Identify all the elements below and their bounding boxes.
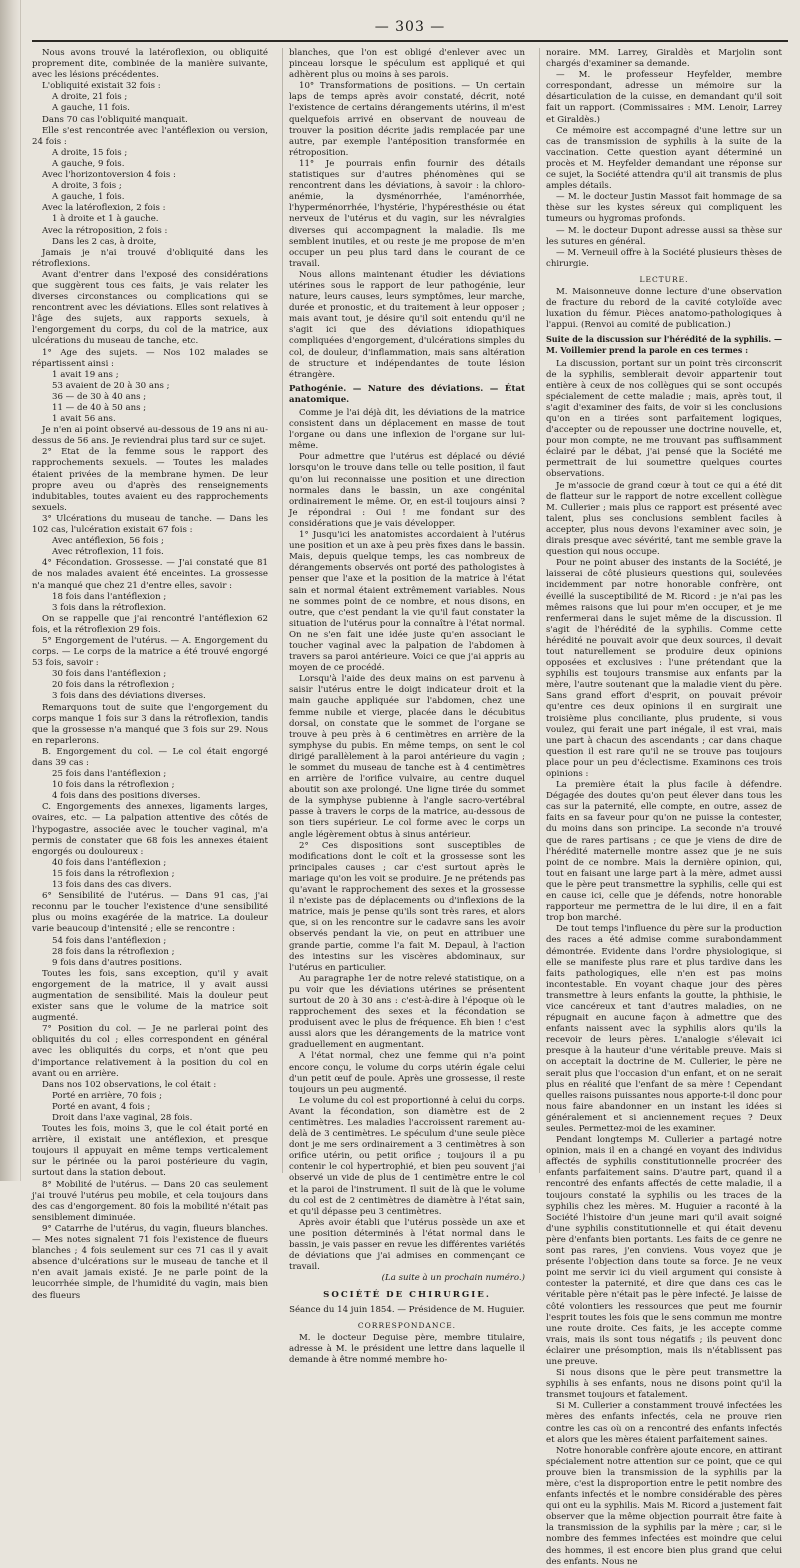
paragraph: 2° Ces dispositions sont susceptibles de modifications dont le coït et la grossesse sont les principales causes ; car c'est surtout après le mariage qu'on les voit se produire. Je ne prétends pas qu'avant le rapprochement des sexes et la grossesse il n'existe pas de déplacements ou d'inflexions de la matrice, mais je pense qu'ils sont très rares, et alors que, si on les rencontre sur le cadavre sans les avoir observés pendant la vie, on peut en attribuer une grande partie, comme l'a fait M. Depaul, à l'action des intestins sur les viscères abdominaux, sur l'utérus en particulier. <box>289 840 525 973</box>
paragraph: 11° Je pourrais enfin fournir des détails statistiques sur d'autres phénomènes qui se rencontrent dans les déviations, à savoir : la chloro-anémie, la dysménorrhée, l'aménorrhée, l'hyperménorrhée, l'hystérie, l'hypéresthésie ou état nerveux de l'utérus et du vagin, sur les névralgies diverses qui accompagnent la maladie. Ils me semblent inutiles, et ou reste je me propose de m'en occuper un peu plus tard dans le courant de ce travail. <box>289 158 525 269</box>
section-title-pathogenie: Pathogénie. — Nature des déviations. — État anatomique. <box>289 383 525 405</box>
subheading-lecture: LECTURE. <box>639 274 689 284</box>
column-1 <box>32 48 274 1301</box>
list-item: Avec rétroflexion, 11 fois. <box>52 547 164 558</box>
paragraph: M. Maisonneuve donne lecture d'une observation de fracture du rebord de la cavité cotyloïde avec luxation du fémur. Pièces anatomo-pathologiques à l'appui. (Renvoi au comité de publication.) <box>546 286 782 331</box>
paragraph: Nous allons maintenant étudier les déviations utérines sous le rapport de leur pathogénie, leur nature, leurs causes, leurs symptômes, leur marche, durée et pronostic, et du traitement à leur opposer ; mais avant tout, je désire qu'il soit entendu qu'il ne s'agit ici que des déviations idiopathiques compliquées d'engorgement, d'ulcérations simples du col, de douleur, d'inflammation, mais sans altération de structure et indépendantes de toute lésion étrangère. <box>289 269 525 380</box>
section-title-discussion: Suite de la discussion sur l'hérédité de la syphilis. — M. Voillemier prend la parole en ces termes : <box>546 334 782 356</box>
paragraph: — M. le docteur Dupont adresse aussi sa thèse sur les sutures en général. <box>546 225 782 247</box>
paragraph: C. Engorgements des annexes, ligaments larges, ovaires, etc. — La palpation attentive des côtés de l'hypogastre, associée avec le toucher vaginal, m'a permis de constater que 68 fois les annexes étaient engorgés ou douloureux : <box>32 802 268 857</box>
list-item: 13 fois dans des cas divers. <box>52 880 172 891</box>
paragraph: B. Engorgement du col. — Le col était engorgé dans 39 cas : <box>32 746 268 768</box>
paragraph: Je m'associe de grand cœur à tout ce qui a été dit de flatteur sur le rapport de notre excellent collègue M. Cullerier ; mais plus ce rapport est présenté avec talent, plus ses conclusions semblent faciles à accepter, plus nous devons l'examiner avec soin, je dirais presque avec sévérité, tant me semble grave la question qui nous occupe. <box>546 480 782 558</box>
list-item: 3 fois dans des déviations diverses. <box>52 691 206 702</box>
paragraph: Nous avons trouvé la latéroflexion, ou obliquité proprement dite, combinée de la manière suivante, avec les lésions précédentes. <box>32 48 268 81</box>
paragraph: — M. le docteur Justin Massot fait hommage de sa thèse sur les kystes séreux qui compliquent les tumeurs ou hygromas profonds. <box>546 192 782 225</box>
list-item: Droit dans l'axe vaginal, 28 fois. <box>52 1113 193 1123</box>
paragraph: Pour ne point abuser des instants de la Société, je laisserai de côté plusieurs questions qui, soulevées incidemment par notre honorable confrère, ont éveillé la susceptibilité de M. Ricord : je n'ai pas les mêmes raisons que lui pour m'en occuper, et je me renfermerai dans le sujet même de la discussion. Il s'agit de l'hérédité de la syphilis. Comme cette hérédité ne pouvait avoir que deux sources, il devait tout naturellement se produire deux opinions opposées et exclusives : l'une prétendant que la syphilis est toujours transmise aux enfants par la mère, l'autre soutenant que la maladie vient du père. Sans grand effort d'esprit, on pouvait prévoir qu'entre ces deux opinions il en surgirait une troisième plus conciliante, plus prudente, si vous voulez, qui ferait une part inégale, il est vrai, mais une part à chacun des ascendants ; car dans chaque question il est rare qu'il ne se trouve pas toujours place pour un peu d'éclectisme. Examinons ces trois opinions : <box>546 558 782 779</box>
binding-edge <box>0 0 21 1181</box>
list-item: 10 fois dans la rétroflexion ; <box>52 780 175 791</box>
list-item: 40 fois dans l'antéflexion ; <box>52 857 167 868</box>
paragraph: Je n'en ai point observé au-dessous de 19 ans ni au-dessus de 56 ans. Je reviendrai plus tard sur ce sujet. <box>32 425 268 447</box>
paragraph: La première était la plus facile à défendre. Dégagée des doutes qu'on peut élever dans tous les cas sur la paternité, elle compte, en outre, assez de faits en sa faveur pour qu'on ne puisse la contester, du moins dans son principe. La seconde n'a trouvé que de rares partisans ; ce que je viens de dire de l'hérédité maternelle montre assez que je ne suis point de ce nombre. Mais la dernière opinion, qui, tout en faisant une large part à la mère, admet aussi que le père peut transmettre la syphilis, celle qui est en cause ici, celle que je défends, notre honorable rapporteur me permettra de le lui dire, il en a fait trop bon marché. <box>546 780 782 924</box>
list-item: 11 — de 40 à 50 ans ; <box>52 403 147 413</box>
paragraph: Toutes les fois, sans exception, qu'il y avait engorgement de la matrice, il y avait aussi augmentation de sensibilité. Mais la douleur peut exister sans que le volume de la matrice soit augmenté. <box>32 968 268 1024</box>
paragraph: Si M. Cullerier a constamment trouvé infectées les mères des enfants infectés, cela ne prouve rien contre les cas où on a rencontré des enfants infectés et alors que les mères étaient parfaitement saines. <box>546 1401 782 1445</box>
paragraph: 10° Transformations de positions. — Un certain laps de temps après avoir constaté, décrit, noté l'existence de certains dérangements utérins, il m'est quelquefois arrivé en observant de nouveau de trouver la position décrite jadis remplacée par une autre, par exemple l'antéposition transformée en rétroposition. <box>289 81 525 158</box>
paragraph: Toutes les fois, moins 3, que le col était porté en arrière, il existait une antéflexion, et presque toujours il appuyait en même temps verticalement sur le périnée ou la paroi postérieure du vagin, surtout dans la station debout. <box>32 1124 268 1179</box>
paragraph: On se rappelle que j'ai rencontré l'antéflexion 62 fois, et la rétroflexion 29 fois. <box>32 613 268 635</box>
list-item: 18 fois dans l'antéflexion ; <box>52 591 167 602</box>
paragraph: Lorsqu'à l'aide des deux mains on est parvenu à saisir l'utérus entre le doigt indicateur droit et la main gauche appliquée sur l'abdomen, chez une femme nubile et vierge, placée dans le décubitus dorsal, on constate que le sommet de l'organe se trouve à peu près à 6 centimètres en arrière de la symphyse du pubis. En même temps, on sent le col dirigé parallèlement à la paroi antérieure du vagin ; le sommet du museau de tanche est à 4 centimètres en arrière de l'orifice vulvaire, au centre duquel aboutit son axe prolongé. Une ligne tirée du sommet de la symphyse pubienne à l'angle sacro-vertébral passe à travers le corps de la matrice, au-dessous de son tiers supérieur. Le col forme avec le corps un angle légèrement obtus à sinus antérieur. <box>289 674 525 840</box>
list-item: 53 avaient de 20 à 30 ans ; <box>52 380 170 391</box>
paragraph: Si nous disons que le père peut transmettre la syphilis à ses enfants, nous ne disons point qu'il la transmet toujours et fatalement. <box>546 1368 782 1401</box>
list-item: Porté en arrière, 70 fois ; <box>52 1090 162 1101</box>
list-item: 25 fois dans l'antéflexion ; <box>52 769 167 780</box>
paragraph: Jamais je n'ai trouvé d'obliquité dans les rétroflexions. <box>32 247 268 269</box>
paragraph: 1° Age des sujets. — Nos 102 malades se répartissent ainsi : <box>32 347 268 369</box>
paragraph: Comme je l'ai déjà dit, les déviations de la matrice consistent dans un déplacement en masse de tout l'organe ou dans une inflexion de l'organe sur lui-même. <box>289 408 525 452</box>
paragraph: Avec la rétroposition, 2 fois : <box>42 225 168 236</box>
paragraph: Au paragraphe 1er de notre relevé statistique, on a pu voir que les déviations utérines se présentent surtout de 20 à 30 ans : c'est-à-dire à l'époque où le rapprochement des sexes et la fécondation se produisent avec le plus de fréquence. Eh bien ! c'est aussi alors que les dérangements de la matrice vont graduellement en augmentant. <box>289 973 525 1051</box>
list-item: Avec antéflexion, 56 fois ; <box>52 536 164 547</box>
column-3 <box>539 48 788 1567</box>
column-2 <box>282 48 531 1365</box>
paragraph: Pour admettre que l'utérus est déplacé ou dévié lorsqu'on le trouve dans telle ou telle position, il faut qu'on lui reconnaisse une position et une direction normales dans le bassin, un axe congénital ordinairement le même. Or, en est-il toujours ainsi ? Je répondrai : Oui ! me fondant sur des considérations que je vais développer. <box>289 452 525 529</box>
paragraph: Dans nos 102 observations, le col était : <box>42 1079 217 1090</box>
paragraph: 6° Sensibilité de l'utérus. — Dans 91 cas, j'ai reconnu par le toucher l'existence d'une sensibilité plus ou moins exagérée de la matrice. La douleur varie beaucoup d'intensité ; elle se rencontre : <box>32 891 268 935</box>
list-item: 1 avait 19 ans ; <box>52 369 119 380</box>
paragraph: Avant d'entrer dans l'exposé des considérations que suggèrent tous ces faits, je vais relater les diverses circonstances ou complications qui se rencontrent avec les déviations. Elles sont relatives à l'âge des sujets, aux rapports sexuels, à l'engorgement du corps, du col de la matrice, aux ulcérations du museau de tanche, etc. <box>32 269 268 347</box>
page-number: — 303 — <box>374 19 446 35</box>
paragraph: L'obliquité existait 32 fois : <box>42 81 161 92</box>
paragraph: 7° Position du col. — Je ne parlerai point des obliquités du col ; elles correspondent en général avec les obliquités du corps, et n'ont que peu d'importance relativement à la position du col en avant ou en arrière. <box>32 1024 268 1079</box>
paragraph: 9° Catarrhe de l'utérus, du vagin, flueurs blanches. — Mes notes signalent 71 fois l'existence de flueurs blanches ; 4 fois seulement sur ces 71 cas il y avait absence d'ulcérations sur le museau de tanche et il n'en avait jamais existé. Je ne parle point de la leucorrhée simple, de l'humidité du vagin, mais bien des flueurs <box>32 1223 268 1301</box>
list-item: A gauche, 1 fois. <box>52 192 125 203</box>
list-item: A droite, 3 fois ; <box>52 181 122 192</box>
list-item: 20 fois dans la rétroflexion ; <box>52 680 175 691</box>
subheading-correspondance: CORRESPONDANCE. <box>357 1320 457 1330</box>
paragraph: 5° Engorgement de l'utérus. — A. Engorgement du corps. — Le corps de la matrice a été trouvé engorgé 53 fois, savoir : <box>32 635 268 669</box>
list-item: 30 fois dans l'antéflexion ; <box>52 669 167 680</box>
paragraph: 3° Ulcérations du museau de tanche. — Dans les 102 cas, l'ulcération existait 67 fois : <box>32 513 268 536</box>
list-item: 54 fois dans l'antéflexion ; <box>52 935 167 946</box>
text-columns <box>32 48 788 1567</box>
paragraph: Avec l'horizontoversion 4 fois : <box>42 170 176 181</box>
section-title-societe: SOCIÉTÉ DE CHIRURGIE. <box>323 1290 491 1301</box>
session-line: Séance du 14 juin 1854. — Présidence de M. Huguier. <box>289 1304 525 1315</box>
list-item: 36 — de 30 à 40 ans ; <box>52 391 147 402</box>
paragraph: Dans 70 cas l'obliquité manquait. <box>42 114 188 125</box>
list-item: Porté en avant, 4 fois ; <box>52 1101 151 1112</box>
list-item: 3 fois dans la rétroflexion. <box>52 602 167 613</box>
list-item: A droite, 15 fois ; <box>52 147 128 158</box>
paragraph: M. le docteur Deguise père, membre titulaire, adresse à M. le président une lettre dans laquelle il demande à être nommé membre ho- <box>289 1332 525 1365</box>
paragraph: 1° Jusqu'ici les anatomistes accordaient à l'utérus une position et un axe à peu près fixes dans le bassin. Mais, depuis quelque temps, les cas nombreux de dérangements observés ont porté des pathologistes à penser que l'axe et la position de la matrice à l'état sain et normal étaient extrêmement variables. Nous ne sommes point de ce nombre, et nous disons, en outre, que c'est pendant la vie qu'il faut constater la situation de l'utérus pour la connaître à l'état normal. On ne s'en fait une idée juste qu'en associant le toucher vaginal avec la palpation de l'abdomen à travers sa paroi antérieure. Voici ce que j'ai appris au moyen de ce procédé. <box>289 530 525 674</box>
list-item: 1 à droite et 1 à gauche. <box>52 214 159 225</box>
list-item: A gauche, 11 fois. <box>52 103 130 114</box>
list-item: 4 fois dans des positions diverses. <box>52 791 201 802</box>
list-item: 28 fois dans la rétroflexion ; <box>52 946 175 957</box>
list-item: A gauche, 9 fois. <box>52 158 125 169</box>
list-item: 15 fois dans la rétroflexion ; <box>52 868 175 879</box>
paragraph: 8° Mobilité de l'utérus. — Dans 20 cas seulement j'ai trouvé l'utérus peu mobile, et cela toujours dans des cas d'engorgement. 80 fois la mobilité n'était pas sensiblement diminuée. <box>32 1179 268 1223</box>
page-header <box>32 14 788 42</box>
list-item: 1 avait 56 ans. <box>52 414 116 425</box>
paragraph: Elle s'est rencontrée avec l'antéflexion ou version, 24 fois : <box>32 125 268 147</box>
paragraph: noraire. MM. Larrey, Giraldès et Marjolin sont chargés d'examiner sa demande. <box>546 48 782 70</box>
continuation-note: (La suite à un prochain numéro.) <box>381 1273 525 1284</box>
paragraph: 2° Etat de la femme sous le rapport des rapprochements sexuels. — Toutes les malades étaient privées de la membrane hymen. De leur propre aveu ou d'après des renseignements indubitables, toutes avaient eu des rapprochements sexuels. <box>32 447 268 513</box>
paragraph: Le volume du col est proportionné à celui du corps. Avant la fécondation, son diamètre est de 2 centimètres. Les maladies l'accroissent rarement au-delà de 3 centimètres. Le spéculum d'une seule pièce dont je me sers ordinairement a 3 centimètres à son orifice utérin, ou petit orifice ; toujours il a pu contenir le col hypertrophié, et bien peu souvent j'ai observé un vide de plus de 1 centimètre entre le col et la paroi de l'instrument. Il suit de là que le volume du col est de 2 centimètres de diamètre à l'état sain, et qu'il dépasse peu 3 centimètres. <box>289 1095 525 1217</box>
paragraph: 4° Fécondation. Grossesse. — J'ai constaté que 81 de nos malades avaient été enceintes. La grossesse n'a manqué que chez 21 d'entre elles, savoir : <box>32 558 268 591</box>
paragraph: Notre honorable confrère ajoute encore, en attirant spécialement notre attention sur ce point, que ce qui prouve bien la transmission de la syphilis par la mère, c'est la disproportion entre le petit nombre des enfants infectés et le nombre considérable des pères qui ont eu la syphilis. Mais M. Ricord a justement fait observer que la même objection pourrait être faite à la transmission de la syphilis par la mère ; car, si le nombre des femmes infectées est moindre que celui des hommes, il est encore bien plus grand que celui des enfants. Nous ne <box>546 1445 782 1567</box>
paragraph: Avec la latéroflexion, 2 fois : <box>42 203 166 214</box>
paragraph: Remarquons tout de suite que l'engorgement du corps manque 1 fois sur 3 dans la rétroflexion, tandis que la grossesse n'a manqué que 3 fois sur 29. Nous en reparlerons. <box>32 702 268 746</box>
list-item: Dans les 2 cas, à droite, <box>52 236 157 247</box>
paragraph: Ce mémoire est accompagné d'une lettre sur un cas de transmission de syphilis à la suite de la vaccination. Cette question ayant déterminé un procès et M. Heyfelder demandant une réponse sur ce sujet, la Société attendra qu'il ait transmis de plus amples détails. <box>546 125 782 192</box>
paragraph: Pendant longtemps M. Cullerier a partagé notre opinion, mais il en a changé en voyant des individus affectés de syphilis constitutionnelle procréer des enfants parfaitement sains. D'autre part, quand il a rencontré des enfants affectés de cette maladie, il a toujours constaté la syphilis ou les traces de la syphilis chez les mères. M. Huguier a raconté à la Société l'histoire d'un jeune mari qu'il avait soigné d'une syphilis constitutionnelle et qui était devenu père d'enfants bien portants. Les faits de ce genre ne sont pas rares, j'en conviens. Vous voyez que je présente l'objection dans toute sa force. Je ne veux point me servir ici du vieil argument qui consiste à contester la paternité, et dire que dans ces cas le véritable père n'était pas le père infecté. Je laisse de côté volontiers les ressources que peut me fournir l'esprit toutes les fois que le sens commun me montre une route droite. Ces faits, je les accepte comme vrais, mais ils sont tous négatifs ; ils peuvent donc éclairer une présomption, mais ils n'établissent pas une preuve. <box>546 1135 782 1367</box>
paragraph: blanches, que l'on est obligé d'enlever avec un pinceau lorsque le spéculum est appliqué et qui adhèrent plus ou moins à ses parois. <box>289 48 525 81</box>
paragraph: — M. le professeur Heyfelder, membre correspondant, adresse un mémoire sur la désarticulation de la cuisse, en demandant qu'il soit fait un rapport. (Commissaires : MM. Lenoir, Larrey et Giraldès.) <box>546 70 782 125</box>
list-item: A droite, 21 fois ; <box>52 92 128 103</box>
paragraph: De tout temps l'influence du père sur la production des races a été admise comme surabondamment démontrée. Evidente dans l'ordre physiologique, si elle se manifeste plus rare et plus tardive dans les faits pathologiques, elle n'en est pas moins incontestable. En voyant chaque jour des pères transmettre à leurs enfants la goutte, la phthisie, le vice cancéreux et tant d'autres maladies, on ne répugnait en aucune façon à admettre que des enfants naissent avec la syphilis alors qu'ils la recevoir de leurs pères. L'analogie s'élevait ici presque à la hauteur d'une véritable preuve. Mais si on acceptait la doctrine de M. Cullerier, le père ne serait plus que l'occasion d'un enfant, et on ne serait plus en réalité que l'enfant de sa mère ! Cependant quelles raisons puissantes nous apporte-t-il donc pour nous faire abandonner en un instant les idées si généralement et si anciennement reçues ? Deux seules. Permettez-moi de les examiner. <box>546 924 782 1134</box>
paragraph: La discussion, portant sur un point très circonscrit de la syphilis, semblerait devoir appartenir tout entière à ceux de nos collègues qui se sont occupés spécialement de cette maladie ; mais, après tout, il s'agit d'examiner des faits, de voir si les conclusions qu'on en a tirées sont parfaitement logiques, d'accepter ou de repousser une doctrine nouvelle, et, pour mon compte, ne me trouvant pas suffisamment éclairé par le débat, j'ai pensé que la Société me permettrait de lui soumettre quelques courtes observations. <box>546 358 782 480</box>
list-item: 9 fois dans d'autres positions. <box>52 957 182 968</box>
paragraph: Après avoir établi que l'utérus possède un axe et une position déterminés à l'état normal dans le bassin, je vais passer en revue les différentes variétés de déviations que j'ai admises en commençant ce travail. <box>289 1217 525 1273</box>
paragraph: — M. Verneuil offre à la Société plusieurs thèses de chirurgie. <box>546 247 782 269</box>
paragraph: A l'état normal, chez une femme qui n'a point encore conçu, le volume du corps utérin égale celui d'un petit œuf de poule. Après une grossesse, il reste toujours un peu augmenté. <box>289 1051 525 1095</box>
